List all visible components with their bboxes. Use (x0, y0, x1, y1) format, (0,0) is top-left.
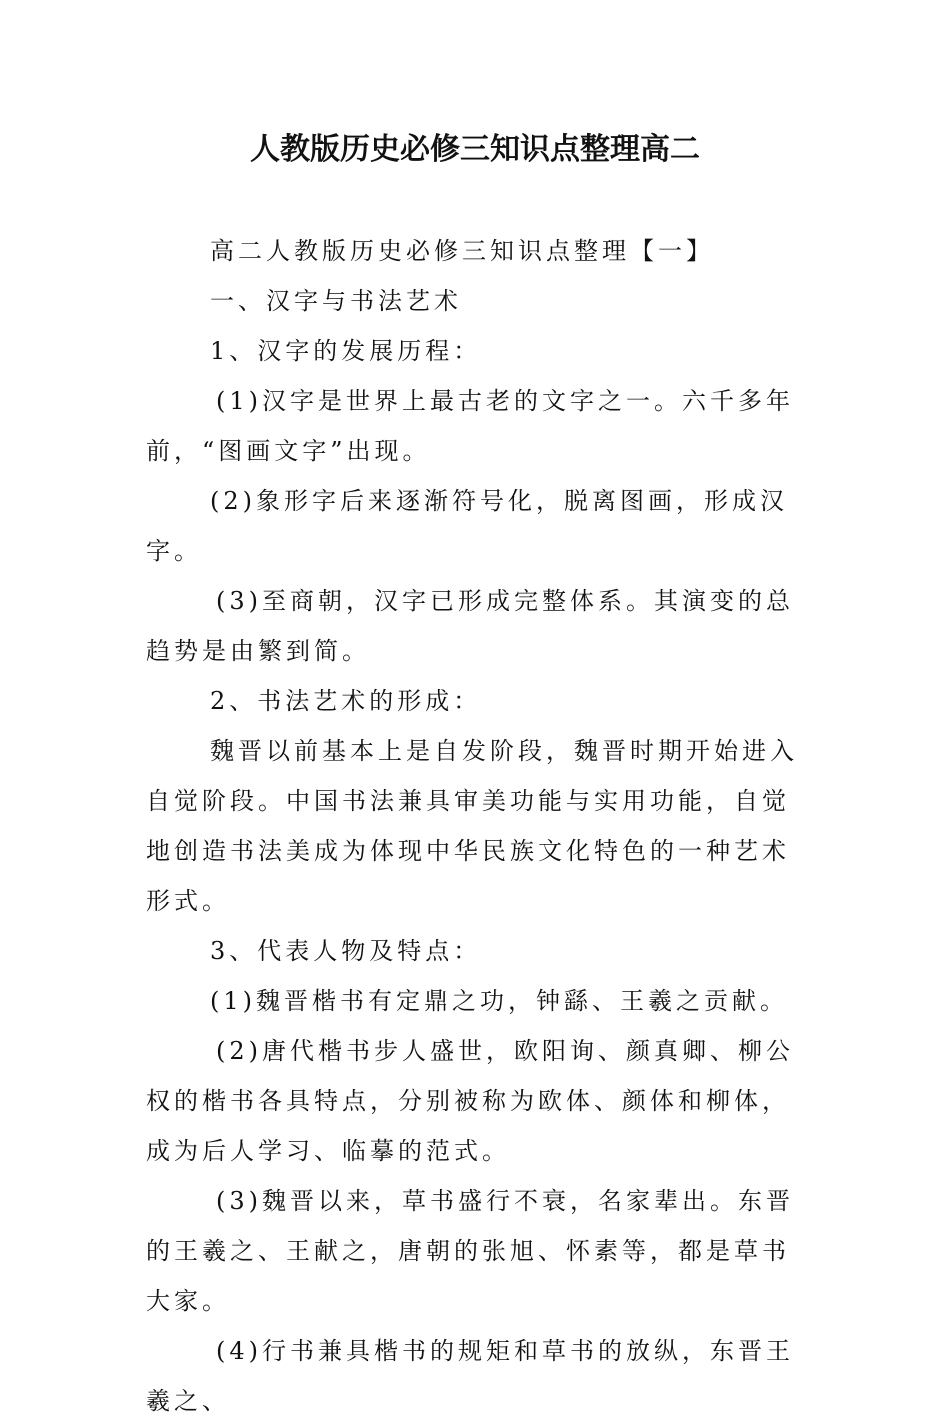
subsection-heading: 2、书法艺术的形成： (210, 687, 482, 715)
body-paragraph: 魏晋以前基本上是自发阶段，魏晋时期开始进入自觉阶段。中国书法兼具审美功能与实用功能，自觉地创造书法美成为体现中华民族文化特色的一种艺术形式。 (146, 737, 798, 915)
subsection-heading: 1、汉字的发展历程： (210, 337, 482, 365)
list-item: (1)汉字是世界上最古老的文字之一。六千多年前，“图画文字”出现。 (146, 387, 794, 465)
section-heading: 高二人教版历史必修三知识点整理【一】 (210, 237, 714, 265)
document-body (146, 226, 806, 1426)
subsection-heading: 3、代表人物及特点： (210, 937, 482, 965)
list-item: (3)魏晋以来，草书盛行不衰，名家辈出。东晋的王羲之、王献之，唐朝的张旭、怀素等，都是草书大家。 (146, 1187, 794, 1315)
list-item: (1)魏晋楷书有定鼎之功，钟繇、王羲之贡献。 (210, 987, 788, 1015)
chapter-heading: 一、汉字与书法艺术 (210, 287, 462, 315)
document-title: 人教版历史必修三知识点整理高二 (250, 132, 700, 167)
list-item: (4)行书兼具楷书的规矩和草书的放纵，东晋王羲之、 (146, 1337, 794, 1415)
list-item: (2)唐代楷书步人盛世，欧阳询、颜真卿、柳公权的楷书各具特点，分别被称为欧体、颜体和柳体，成为后人学习、临摹的范式。 (146, 1037, 794, 1165)
list-item: (2)象形字后来逐渐符号化，脱离图画，形成汉字。 (146, 487, 788, 565)
list-item: (3)至商朝，汉字已形成完整体系。其演变的总趋势是由繁到简。 (146, 587, 794, 665)
